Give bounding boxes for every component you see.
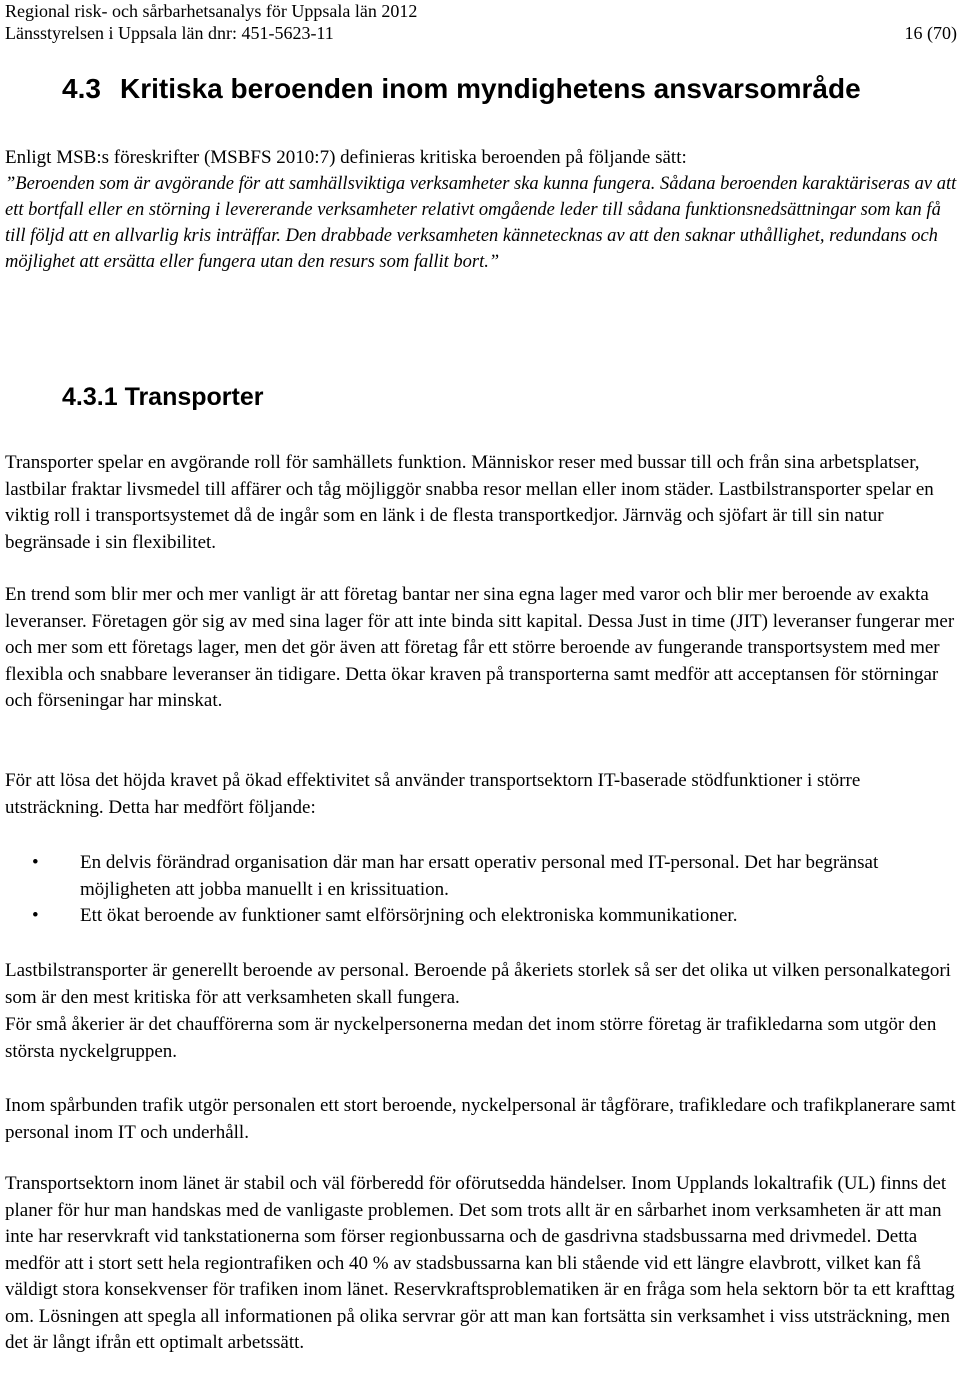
paragraph-small-haulers: För små åkerier är det chaufförerna som är nyckelpersonerna medan det inom större företag är trafikledarna som utgör den största nyckelgruppen.: [5, 1014, 937, 1062]
paragraph-truck-personnel: Lastbilstransporter är generellt beroende av personal. Beroende på åkeriets storlek så ser det olika ut vilken personalkategori som är den mest kritiska för att verksamheten skall fungera.: [5, 960, 951, 1008]
paragraph-transport-role: Transporter spelar en avgörande roll för samhällets funktion. Människor reser med bussar till och från sina arbetsplatser, lastbilar fraktar livsmedel till affärer och tåg möjliggör snabba resor mellan eller inom städer. Lastbilstransporter spelar en viktig roll i transportsystemet då de ingår som en länk i de flesta transportkedjor. Järnväg och sjöfart är till sin natur begränsade i sin flexibilitet.: [5, 452, 934, 553]
intro-paragraph: Enligt MSB:s föreskrifter (MSBFS 2010:7) definieras kritiska beroenden på följande sätt:: [5, 147, 687, 168]
list-item: • Ett ökat beroende av funktioner samt elförsörjning och elektroniska kommunikationer.: [5, 903, 957, 930]
list-item: • En delvis förändrad organisation där man har ersatt operativ personal med IT-personal. Det har begränsat möjligheten att jobba manuellt i en krissituation.: [32, 852, 879, 900]
section-heading: [62, 72, 861, 106]
paragraph-sector-stability: Transportsektorn inom länet är stabil och väl förberedd för oförutsedda händelser. Inom Upplands lokaltrafik (UL) finns det planer för hur man handskas med de vanligaste problemen. Det som trots allt är en sårbarhet inom verksamheten är att man inte har reservkraft vid tankstationerna som förser regionbussarna och de gasdrivna stadsbussarna med drivmedel. Detta medför att i stort sett hela regiontrafiken och 40 % av stadsbussarna kan bli stående vid ett längre elavbrott, vilket kan få väldigt stora konsekvenser för trafiken inom länet. Reservkraftsproblematiken är en fråga som hela sektorn bör ta ett krafttag om. Lösningen att spegla all informationen på olika servrar gör att man kan fortsätta sin verksamhet i viss utsträckning, men det är långt ifrån ett optimalt arbetssätt.: [5, 1173, 955, 1353]
bullet-icon: •: [32, 905, 39, 926]
section-title: Kritiska beroenden inom myndighetens ansvarsområde: [120, 73, 861, 104]
subsection-number: 4.3.1: [62, 383, 118, 411]
paragraph-rail-personnel: Inom spårbunden trafik utgör personalen ett stort beroende, nyckelpersonal är tågförare, trafikledare och trafikplanerare samt personal inom IT och underhåll.: [5, 1095, 956, 1143]
consequence-list: [5, 850, 957, 930]
paragraph-it-support: För att lösa det höjda kravet på ökad effektivitet så använder transportsektorn IT-baserade stödfunktioner i större utsträckning. Detta har medfört följande:: [5, 770, 861, 818]
subsection-title: Transporter: [124, 383, 264, 411]
bullet-icon: •: [32, 852, 39, 873]
header-reference: Länsstyrelsen i Uppsala län dnr: 451-5623-11: [5, 23, 334, 43]
subsection-heading: [62, 382, 264, 412]
definition-quote: ”Beroenden som är avgörande för att samhällsviktiga verksamheter ska kunna fungera. Sådana beroenden karaktäriseras av att ett bortfall eller en störning i levererande verksamheter relativt omgående leder till sådana funktionsnedsättningar som kan få till följd att en allvarlig kris inträffar. Den drabbade verksamheten kännetecknas av att den saknar uthållighet, redundans och möjlighet att ersätta eller fungera utan den resurs som fallit bort.”: [5, 174, 957, 272]
paragraph-jit-trend: En trend som blir mer och mer vanligt är att företag bantar ner sina egna lager med varor och blir mer beroende av exakta leveranser. Företagen gör sig av med sina lager för att inte binda sitt kapital. Dessa Just in time (JIT) leveranser fungerar mer och mer som ett företags lager, men det gör även att företag får ett större beroende av fungerande transportsystem med mer flexibla och snabbare leveranser än tidigare. Detta ökar kraven på transporterna samt medför att acceptansen för störningar och förseningar har minskat.: [5, 584, 955, 711]
section-number: 4.3: [62, 73, 101, 104]
page-number: 16 (70): [904, 23, 957, 43]
header-title: Regional risk- och sårbarhetsanalys för Uppsala län 2012: [5, 1, 418, 21]
page-header: [5, 0, 957, 44]
